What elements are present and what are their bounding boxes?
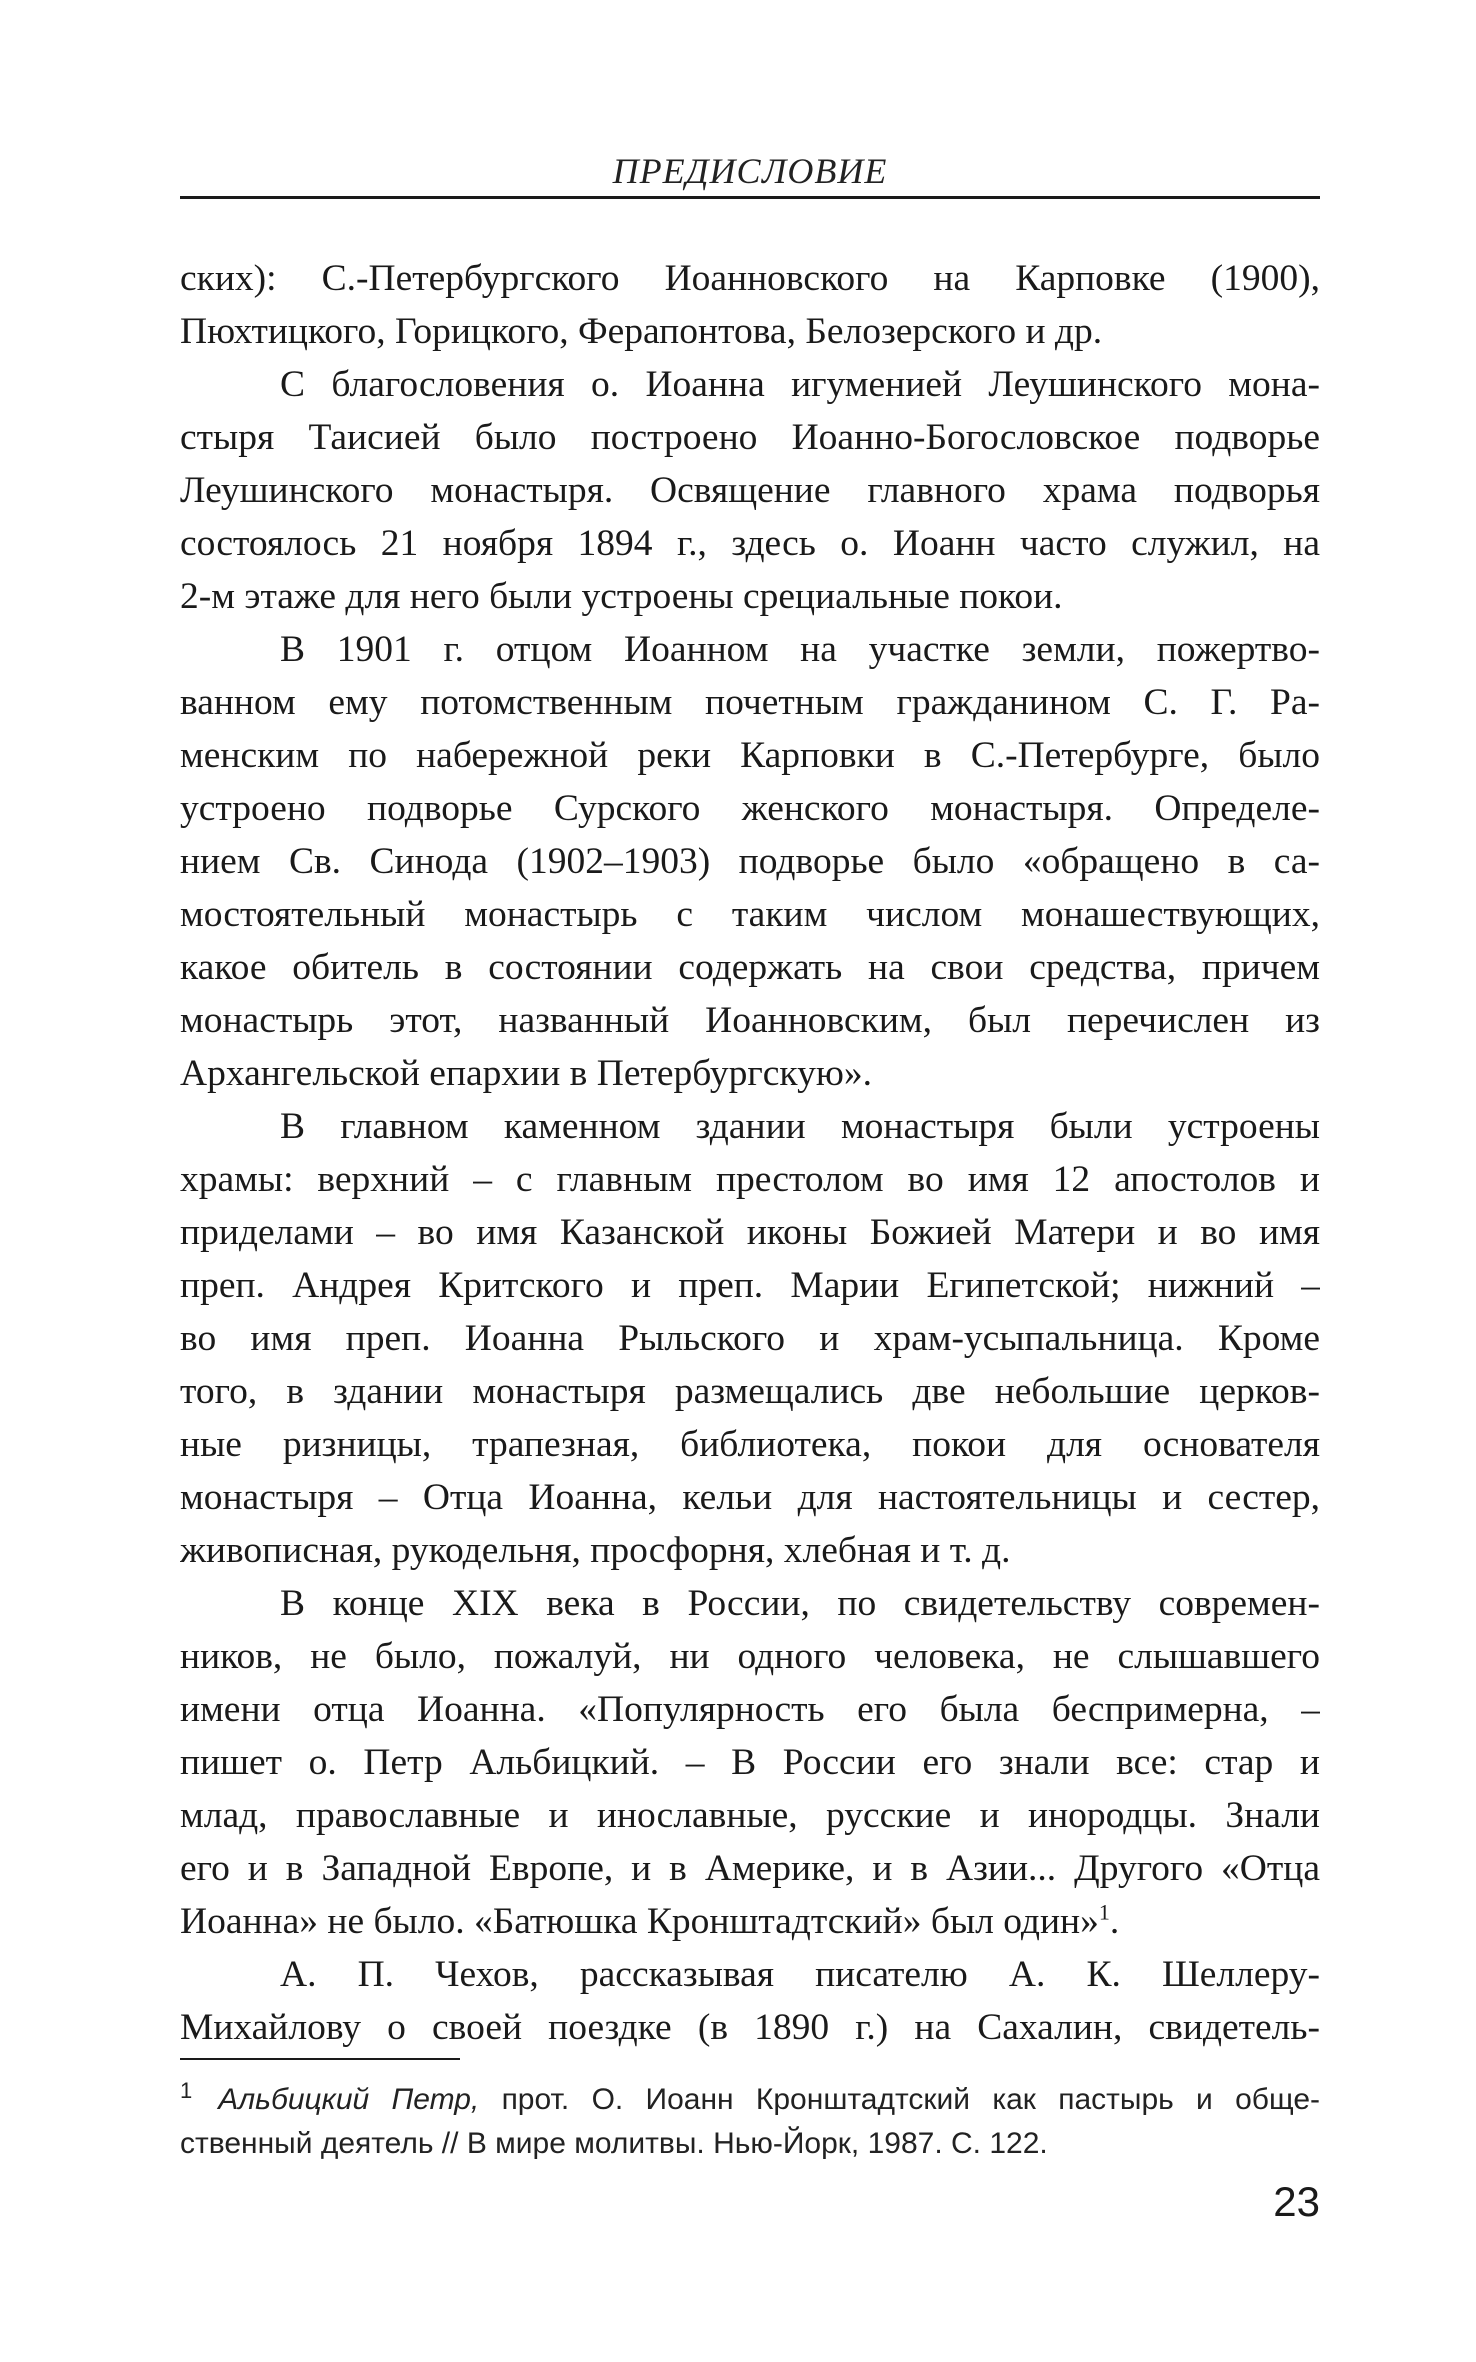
footnote <box>180 2078 1320 2166</box>
footnote-author: Альбицкий Петр, <box>218 2083 480 2116</box>
text-line: храмы: верхний – с главным престолом во имя 12 апостолов и <box>180 1159 1320 1200</box>
header-rule <box>180 196 1320 199</box>
text-line-content: Иоанна» не было. «Батюшка Кронштадтский» был один» <box>180 1901 1099 1942</box>
footnote-line: ственный деятель // В мире молитвы. Нью-Йорк, 1987. С. 122. <box>180 2127 1048 2160</box>
footnote-number: 1 <box>180 2078 193 2103</box>
text-line: ные ризницы, трапезная, библиотека, покои для основателя <box>180 1424 1320 1465</box>
text-line: Архангельской епархии в Петербургскую». <box>180 1053 873 1094</box>
text-line: В 1901 г. отцом Иоанном на участке земли, пожертво- <box>280 629 1320 670</box>
footnote-text: прот. О. Иоанн Кронштадтский как пастырь и обще- <box>479 2083 1320 2116</box>
text-line: пишет о. Петр Альбицкий. – В России его знали все: стар и <box>180 1742 1320 1783</box>
text-line: Михайлову о своей поездке (в 1890 г.) на Сахалин, свидетель- <box>180 2007 1320 2048</box>
text-line: Пюхтицкого, Горицкого, Ферапонтова, Белозерского и др. <box>180 311 1103 352</box>
text-line: ников, не было, пожалуй, ни одного человека, не слышавшего <box>180 1636 1320 1677</box>
text-line: млад, православные и инославные, русские и инородцы. Знали <box>180 1795 1320 1836</box>
text-line: того, в здании монастыря размещались две небольшие церков- <box>180 1371 1320 1412</box>
text-line: живописная, рукодельня, просфорня, хлебная и т. д. <box>180 1530 1011 1571</box>
text-line: приделами – во имя Казанской иконы Божией Матери и во имя <box>180 1212 1320 1253</box>
text-line: А. П. Чехов, рассказывая писателю А. К. Шеллеру- <box>280 1954 1320 1995</box>
text-line: С благословения о. Иоанна игуменией Леушинского мона- <box>280 364 1320 405</box>
text-line: Иоанна» не было. «Батюшка Кронштадтский» был один»$^1$. <box>180 1899 1120 1942</box>
text-line: во имя преп. Иоанна Рыльского и храм-усыпальница. Кроме <box>180 1318 1320 1359</box>
text-line: нием Св. Синода (1902–1903) подворье было «обращено в са- <box>180 841 1320 882</box>
running-head: ПРЕДИСЛОВИЕ <box>612 151 888 191</box>
text-line: монастырь этот, названный Иоанновским, был перечислен из <box>180 1000 1320 1041</box>
text-line: В конце XIX века в России, по свидетельству современ- <box>280 1583 1320 1624</box>
page-number: 23 <box>1273 2178 1320 2225</box>
text-line: ских): С.-Петербургского Иоанновского на Карповке (1900), <box>180 258 1320 299</box>
text-line: ванном ему потомственным почетным гражданином С. Г. Ра- <box>180 682 1320 723</box>
footnote-rule <box>180 2058 460 2060</box>
text-line: стыря Таисией было построено Иоанно-Богословское подворье <box>180 417 1320 458</box>
text-line: состоялось 21 ноября 1894 г., здесь о. Иоанн часто служил, на <box>180 523 1320 564</box>
text-line: преп. Андрея Критского и преп. Марии Египетской; нижний – <box>180 1265 1320 1306</box>
body-text <box>180 252 1320 2054</box>
text-line: В главном каменном здании монастыря были устроены <box>280 1106 1320 1147</box>
text-line: 2-м этаже для него были устроены срециальные покои. <box>180 576 1063 617</box>
text-line: имени отца Иоанна. «Популярность его была беспримерна, – <box>180 1689 1320 1730</box>
text-line: устроено подворье Сурского женского монастыря. Определе- <box>180 788 1320 829</box>
footnote-reference[interactable]: 1 <box>1098 1899 1110 1925</box>
footnote-line <box>180 2078 1320 2122</box>
text-line: Леушинского монастыря. Освящение главного храма подворья <box>180 470 1320 511</box>
text-line: монастыря – Отца Иоанна, кельи для настоятельницы и сестер, <box>180 1477 1320 1518</box>
text-line: мостоятельный монастырь с таким числом монашествующих, <box>180 894 1320 935</box>
text-line: менским по набережной реки Карповки в С.-Петербурге, было <box>180 735 1320 776</box>
text-line: какое обитель в состоянии содержать на свои средства, причем <box>180 947 1320 988</box>
text-line: его и в Западной Европе, и в Америке, и в Азии... Другого «Отца <box>180 1848 1320 1889</box>
